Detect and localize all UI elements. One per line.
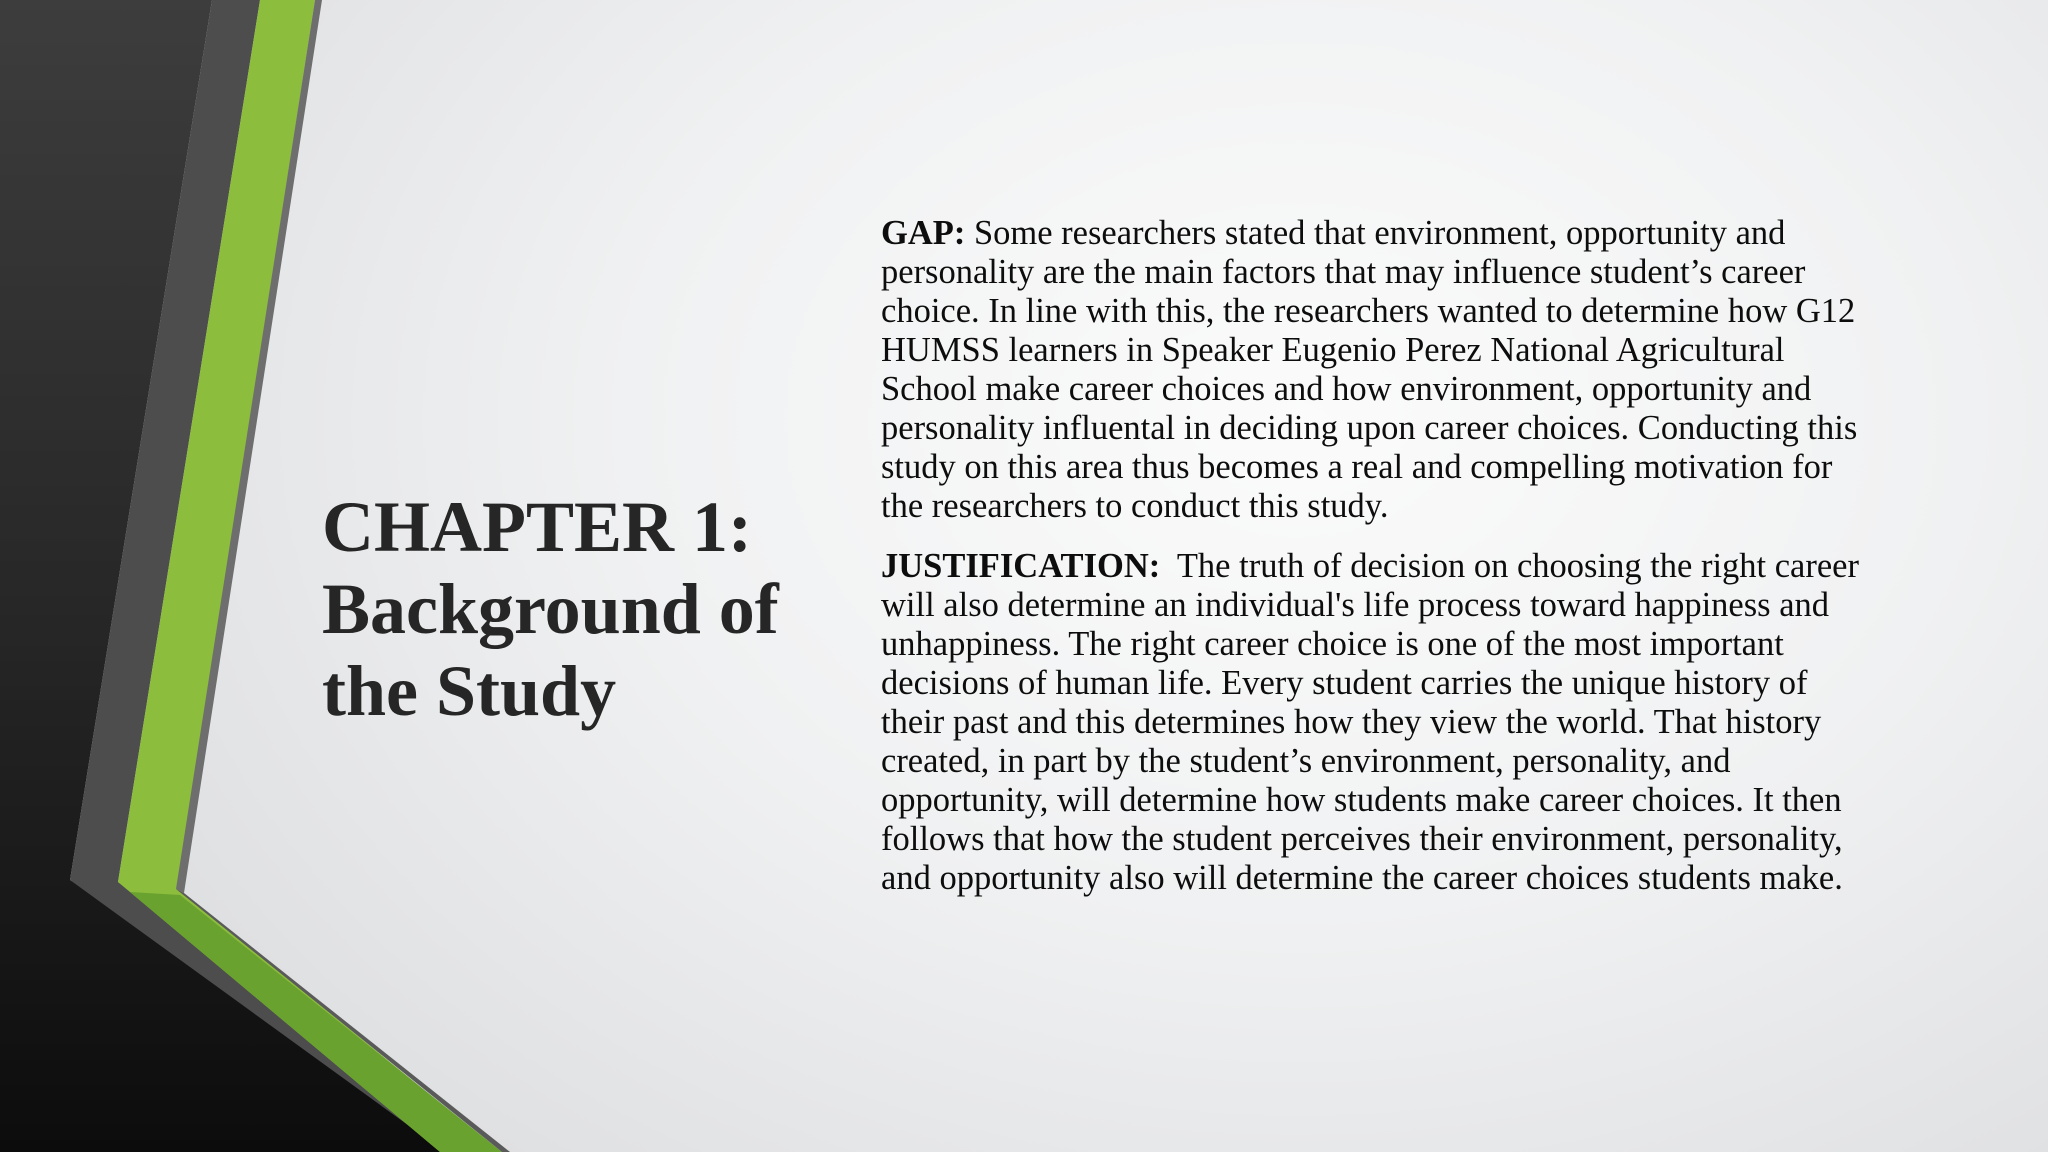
gap-text-1: Some researchers stated that environment, opportunity and <box>965 214 1786 252</box>
gap-line-8: the researchers to conduct this study. <box>881 487 1389 525</box>
slide-title <box>322 486 842 732</box>
gap-line-5: School make career choices and how environment, opportunity and <box>881 370 1812 408</box>
gap-line-4: HUMSS learners in Speaker Eugenio Perez National Agricultural <box>881 331 1785 369</box>
justification-line-9: and opportunity also will determine the career choices students make. <box>881 859 1843 897</box>
justification-line-2: will also determine an individual's life process toward happiness and <box>881 586 1830 624</box>
justification-line-8: follows that how the student perceives their environment, personality, <box>881 820 1843 858</box>
justification-line-6: created, in part by the student’s environment, personality, and <box>881 742 1731 780</box>
gap-label: GAP: <box>881 214 966 252</box>
gap-paragraph <box>881 214 1941 526</box>
slide-body <box>881 214 1941 898</box>
justification-text-1: The truth of decision on choosing the right career <box>1160 547 1859 585</box>
gap-line-2: personality are the main factors that may influence student’s career <box>881 253 1806 291</box>
justification-line-7: opportunity, will determine how students make career choices. It then <box>881 781 1842 819</box>
justification-line-4: decisions of human life. Every student carries the unique history of <box>881 664 1808 702</box>
justification-paragraph <box>881 547 1941 898</box>
gap-line-7: study on this area thus becomes a real and compelling motivation for <box>881 448 1833 486</box>
title-line-2: Background of <box>322 569 779 649</box>
justification-line-3: unhappiness. The right career choice is one of the most important <box>881 625 1784 663</box>
justification-line-5: their past and this determines how they view the world. That history <box>881 703 1822 741</box>
justification-line-1 <box>881 547 1941 586</box>
justification-label: JUSTIFICATION: <box>881 547 1161 585</box>
title-line-1: CHAPTER 1: <box>322 487 752 567</box>
gap-line-1 <box>881 214 1941 253</box>
gap-line-3: choice. In line with this, the researchers wanted to determine how G12 <box>881 292 1856 330</box>
gap-line-6: personality influental in deciding upon career choices. Conducting this <box>881 409 1858 447</box>
title-line-3: the Study <box>322 651 617 731</box>
